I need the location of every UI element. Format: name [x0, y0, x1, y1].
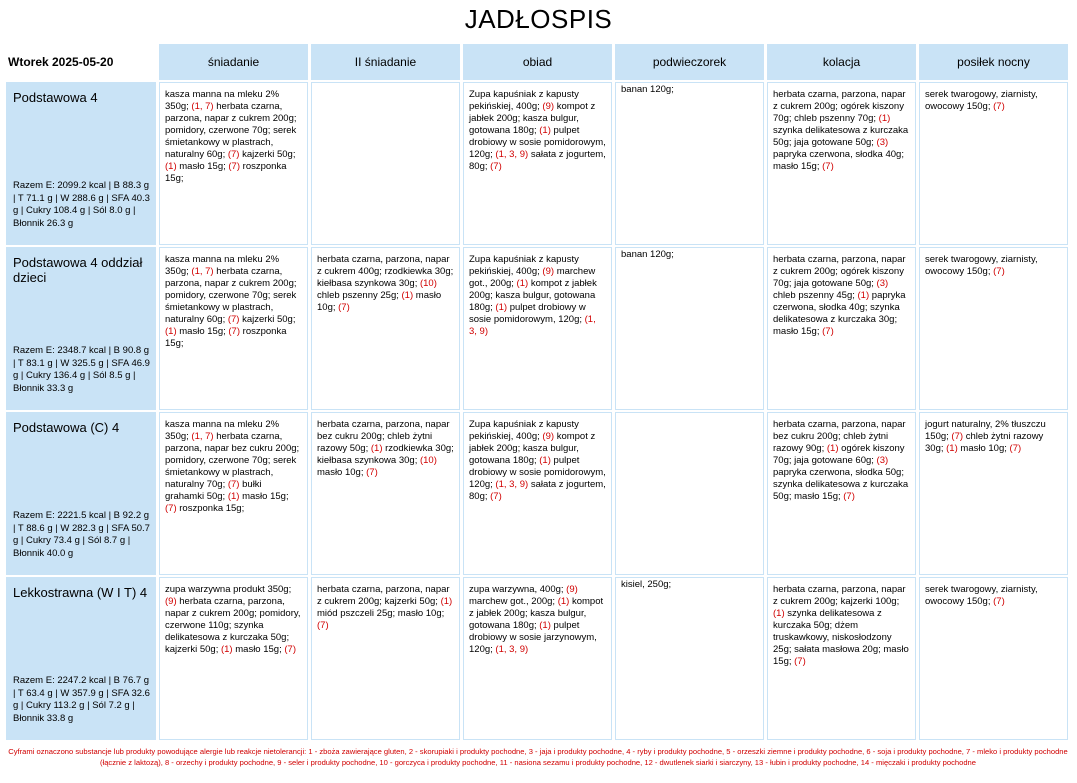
dish-text: herbata czarna, parzona, napar z cukrem 400g;	[317, 254, 450, 277]
diet-name: Podstawowa 4 oddział dzieci	[13, 255, 143, 285]
diet-row	[6, 577, 1068, 740]
dish-text: kisiel, 250g;	[621, 579, 672, 590]
dish-text: chleb żytni razowy 50g;	[317, 431, 433, 454]
dish-text: ogórek kiszony 70g;	[773, 443, 905, 466]
dish-text: serek śmietankowy w plastrach, naturalny 60g;	[165, 125, 297, 160]
allergen-codes: (3)	[876, 455, 889, 466]
allergen-codes: (9)	[566, 584, 578, 595]
meal-cell	[767, 247, 916, 410]
dish-text: bułki grahamki 50g;	[165, 479, 262, 502]
dish-text: roszponka 15g;	[165, 326, 287, 349]
dish-text: sałata z jogurtem, 80g;	[469, 479, 606, 502]
diet-cell	[6, 247, 156, 410]
allergen-codes: (7)	[338, 302, 350, 313]
diet-cell	[6, 412, 156, 575]
dish-text: kasza manna na mleku 2% 350g;	[165, 254, 280, 277]
allergen-codes: (7)	[822, 326, 834, 337]
meal-header: posiłek nocny	[919, 44, 1068, 80]
allergen-codes: (9)	[165, 596, 177, 607]
dish-text: serek twarogowy, ziarnisty, owocowy 150g;	[925, 254, 1038, 277]
meal-cell	[919, 82, 1068, 245]
meal-cell	[159, 247, 308, 410]
meal-cell	[615, 247, 764, 410]
dish-text: rzodkiewka 30g;	[384, 266, 454, 277]
dish-text: dżem truskawkowy, niskosłodzony 25g;	[773, 620, 892, 655]
dish-text: szynka delikatesowa z kurczaka 50g;	[773, 608, 882, 631]
dish-text: szynka delikatesowa z kurczaka 50g;	[773, 125, 909, 148]
dish-text: kasza manna na mleku 2% 350g;	[165, 89, 280, 112]
meal-cell	[919, 247, 1068, 410]
allergen-codes: (1)	[539, 455, 551, 466]
meal-header: podwieczorek	[615, 44, 764, 80]
allergen-codes: (10)	[419, 455, 437, 466]
meal-header: kolacja	[767, 44, 916, 80]
allergen-codes: (1, 3, 9)	[495, 149, 529, 160]
allergen-codes: (7)	[227, 314, 240, 325]
allergen-codes: (9)	[542, 101, 555, 112]
meal-cell	[463, 82, 612, 245]
dish-text: serek twarogowy, ziarnisty, owocowy 150g;	[925, 89, 1038, 112]
dish-text: Zupa kapuśniak z kapusty pekińskiej, 400g;	[469, 419, 579, 442]
allergen-codes: (1)	[557, 596, 570, 607]
date-label: Wtorek 2025-05-20	[8, 55, 114, 69]
meal-header: obiad	[463, 44, 612, 80]
meal-header: śniadanie	[159, 44, 308, 80]
allergen-codes: (7)	[951, 431, 964, 442]
diet-name: Podstawowa 4	[13, 90, 98, 105]
dish-text: masło 15g;	[794, 491, 841, 502]
dish-text: rzodkiewka 30g;	[385, 443, 454, 454]
allergen-codes: (1)	[165, 326, 177, 337]
dish-text: herbata czarna, parzona, napar z cukrem 200g;	[165, 266, 297, 289]
dish-text: kajzerki 50g;	[384, 596, 438, 607]
dish-text: kajzerki 50g;	[242, 149, 296, 160]
dish-text: papryka czerwona, słodka 40g;	[773, 290, 906, 313]
dish-text: marchew got., 200g;	[469, 266, 596, 289]
allergen-codes: (1, 3, 9)	[495, 479, 529, 490]
allergen-codes: (1)	[539, 125, 551, 136]
meal-cell	[767, 82, 916, 245]
dish-text: roszponka 15g;	[165, 161, 287, 184]
allergen-codes: (7)	[794, 656, 806, 667]
meal-cell	[311, 247, 460, 410]
allergen-codes: (7)	[317, 620, 329, 631]
dish-text: kasza bulgur, gotowana 180g;	[469, 608, 587, 631]
allergen-codes: (9)	[542, 431, 555, 442]
dish-text: pulpet drobiowy w sosie jarzynowym, 120g;	[469, 620, 597, 655]
dish-text: herbata czarna, parzona, napar bez cukru 200g;	[165, 431, 300, 454]
meal-cell	[615, 82, 764, 245]
dish-text: chleb pszenny 45g;	[773, 290, 855, 301]
dish-text: kasza bulgur, gotowana 180g;	[469, 113, 579, 136]
nutrition-summary: Razem E: 2247.2 kcal | B 76.7 g | T 63.4 g | W 357.9 g | SFA 32.6 g | Cukry 113.2 g | Sól 7.2 g | Błonnik 33.8 g	[13, 675, 150, 724]
allergen-codes: (1)	[539, 620, 551, 631]
allergen-codes: (1, 3, 9)	[495, 644, 529, 655]
meal-cell	[311, 82, 460, 245]
meal-cell	[159, 412, 308, 575]
dish-text: masło 10g;	[397, 608, 445, 619]
dish-text: kasza bulgur, gotowana 180g;	[469, 443, 579, 466]
diet-name: Podstawowa (C) 4	[13, 420, 120, 435]
diet-row	[6, 247, 1068, 410]
dish-text: pulpet drobiowy w sosie pomidorowym, 120g;	[469, 302, 586, 325]
dish-text: kasza bulgur, gotowana 180g;	[469, 290, 596, 313]
allergen-codes: (7)	[993, 266, 1005, 277]
allergen-codes: (7)	[993, 101, 1005, 112]
dish-text: pomidory, czerwone 70g;	[165, 290, 271, 301]
dish-text: papryka czerwona, słodka 40g;	[773, 149, 904, 160]
dish-text: marchew got., 200g;	[469, 596, 556, 607]
allergen-codes: (7)	[165, 503, 177, 514]
allergen-codes: (7)	[284, 644, 296, 655]
allergen-codes: (7)	[993, 596, 1005, 607]
dish-text: sałata z jogurtem, 80g;	[469, 149, 606, 172]
dish-text: serek śmietankowy w plastrach, naturalny 70g;	[165, 455, 297, 490]
meal-header-row	[6, 44, 1068, 80]
dish-text: chleb żytni razowy 30g;	[925, 431, 1044, 454]
dish-text: jaja gotowane 50g;	[794, 278, 874, 289]
dish-text: herbata czarna, parzona, napar z cukrem 200g;	[773, 89, 906, 112]
allergen-codes: (1)	[227, 491, 240, 502]
dish-text: kompot z jabłek 200g;	[469, 596, 604, 619]
diet-row	[6, 82, 1068, 245]
dish-text: roszponka 15g;	[179, 503, 245, 514]
dish-text: zupa warzywna, 400g;	[469, 584, 564, 595]
dish-text: banan 120g;	[621, 84, 674, 95]
dish-text: miód pszczeli 25g;	[317, 608, 396, 619]
allergen-codes: (7)	[228, 161, 241, 172]
dish-text: ogórek kiszony 70g;	[773, 266, 904, 289]
dish-text: kajzerki 50g;	[242, 314, 296, 325]
dish-text: kasza manna na mleku 2% 350g;	[165, 419, 280, 442]
allergen-codes: (1, 7)	[191, 101, 214, 112]
nutrition-summary: Razem E: 2221.5 kcal | B 92.2 g | T 88.6 g | W 282.3 g | SFA 50.7 g | Cukry 73.4 g | Sól 8.7 g | Błonnik 40.0 g	[13, 510, 150, 559]
allergen-codes: (1)	[773, 608, 785, 619]
dish-text: masło 15g;	[773, 644, 909, 667]
allergen-codes: (1)	[370, 443, 383, 454]
meal-cell	[615, 577, 764, 740]
dish-text: masło 15g;	[235, 644, 282, 655]
dish-text: masło 10g;	[960, 443, 1007, 454]
dish-text: banan 120g;	[621, 249, 674, 260]
dish-text: chleb pszenny 70g;	[794, 113, 877, 124]
nutrition-summary: Razem E: 2348.7 kcal | B 90.8 g | T 83.1 g | W 325.5 g | SFA 46.9 g | Cukry 136.4 g | Sól 8.5 g | Błonnik 33.3 g	[13, 345, 150, 394]
dish-text: masło 10g;	[317, 467, 364, 478]
dish-text: masło 15g;	[179, 326, 226, 337]
dish-text: kiełbasa szynkowa 30g;	[317, 455, 418, 466]
dish-text: kompot z jabłek 200g;	[469, 101, 596, 124]
dish-text: kajzerki 50g;	[165, 644, 219, 655]
meal-cell	[311, 412, 460, 575]
allergen-codes: (7)	[490, 161, 502, 172]
dish-text: pulpet drobiowy w sosie pomidorowym, 120g;	[469, 455, 606, 490]
dish-text: kajzerki 100g;	[840, 596, 900, 607]
dish-text: herbata czarna, parzona, napar z cukrem 200g;	[165, 596, 285, 619]
dish-text: ogórek kiszony 70g;	[773, 101, 904, 124]
dish-text: kompot z jabłek 200g;	[469, 278, 597, 301]
meal-cell	[159, 577, 308, 740]
meal-cell	[159, 82, 308, 245]
meal-cell	[463, 577, 612, 740]
dish-text: Zupa kapuśniak z kapusty pekińskiej, 400g;	[469, 254, 579, 277]
allergen-codes: (1)	[165, 161, 177, 172]
allergen-codes: (1)	[516, 278, 529, 289]
meal-cell	[919, 412, 1068, 575]
dish-text: herbata czarna, parzona, napar z cukrem 200g;	[773, 254, 906, 277]
dish-text: masło 15g;	[242, 491, 289, 502]
dish-text: Zupa kapuśniak z kapusty pekińskiej, 400g;	[469, 89, 579, 112]
dish-text: herbata czarna, parzona, napar bez cukru 200g;	[317, 419, 450, 442]
diet-cell	[6, 577, 156, 740]
allergen-codes: (7)	[366, 467, 378, 478]
menu-body	[6, 82, 1068, 740]
dish-text: pomidory, czerwone 70g;	[165, 125, 271, 136]
allergen-codes: (7)	[822, 161, 834, 172]
allergen-codes: (7)	[490, 491, 502, 502]
dish-text: papryka czerwona, słodka 50g;	[773, 467, 904, 478]
dish-text: herbata czarna, parzona, napar z cukrem 200g;	[165, 101, 297, 124]
dish-text: szynka delikatesowa z kurczaka 50g;	[773, 479, 909, 502]
allergen-codes: (7)	[227, 149, 240, 160]
dish-text: masło 10g;	[317, 290, 442, 313]
meal-cell	[463, 412, 612, 575]
allergen-codes: (3)	[876, 137, 889, 148]
dish-text: serek śmietankowy w plastrach, naturalny 60g;	[165, 290, 297, 325]
allergen-legend: Cyframi oznaczono substancje lub produkty powodujące alergie lub reakcje nietolerancji: 1 - zboża zawierające gluten, 2 - skorupiaki i produkty pochodne, 3 - jaja i produkty pochodne, 4 - ryby i produkty pochodne, 5 - orzeszki ziemne i produkty pochodne, 6 - soja i produkty pochodne, 7 - mleko i produkty pochodne (łącznie z laktozą), 8 - orzechy i produkty pochodne, 9 - seler i produkty pochodne, 10 - gorczyca i produkty pochodne, 11 - nasiona sezamu i produkty pochodne, 12 - dwutlenek siarki i siarczyny, 13 - łubin i produkty pochodne, 14 - mięczaki i produkty pochodne	[8, 747, 1068, 767]
dish-text: jaja gotowane 60g;	[794, 455, 874, 466]
dish-text: pomidory, czerwone 70g;	[165, 455, 271, 466]
dish-text: sałata masłowa 20g;	[794, 644, 881, 655]
allergen-codes: (1)	[220, 644, 233, 655]
allergen-codes: (10)	[419, 278, 437, 289]
dish-text: chleb pszenny 25g;	[317, 290, 399, 301]
dish-text: pomidory, czerwone 110g;	[165, 608, 301, 631]
allergen-codes: (7)	[228, 326, 241, 337]
dish-text: masło 15g;	[773, 326, 820, 337]
allergen-codes: (7)	[843, 491, 855, 502]
menu-table	[3, 44, 1071, 740]
meal-cell	[615, 412, 764, 575]
meal-cell	[463, 247, 612, 410]
meal-header: II śniadanie	[311, 44, 460, 80]
nutrition-summary: Razem E: 2099.2 kcal | B 88.3 g | T 71.1 g | W 288.6 g | SFA 40.3 g | Cukry 108.4 g | Sól 8.0 g | Błonnik 26.3 g	[13, 180, 150, 229]
allergen-codes: (1)	[878, 113, 891, 124]
meal-cell	[767, 412, 916, 575]
allergen-codes: (9)	[542, 266, 555, 277]
dish-text: herbata czarna, parzona, napar z cukrem 200g;	[773, 584, 906, 607]
dish-text: jogurt naturalny, 2% tłuszczu 150g;	[925, 419, 1046, 442]
dish-text: szynka delikatesowa z kurczaka 30g;	[773, 302, 900, 325]
dish-text: szynka delikatesowa z kurczaka 50g;	[165, 620, 290, 643]
diet-row	[6, 412, 1068, 575]
allergen-codes: (1, 7)	[191, 266, 214, 277]
dish-text: pulpet drobiowy w sosie pomidorowym, 120g;	[469, 125, 606, 160]
dish-text: masło 15g;	[773, 161, 820, 172]
allergen-codes: (7)	[1009, 443, 1022, 454]
diet-cell	[6, 82, 156, 245]
dish-text: serek twarogowy, ziarnisty, owocowy 150g;	[925, 584, 1038, 607]
dish-text: kompot z jabłek 200g;	[469, 431, 596, 454]
dish-text: zupa warzywna produkt 350g;	[165, 584, 292, 595]
meal-cell	[919, 577, 1068, 740]
dish-text: jaja gotowane 50g;	[794, 137, 874, 148]
dish-text: herbata czarna, parzona, napar bez cukru 200g;	[773, 419, 906, 442]
allergen-codes: (7)	[227, 479, 240, 490]
allergen-codes: (1)	[495, 302, 508, 313]
dish-text: herbata czarna, parzona, napar z cukrem 200g;	[317, 584, 450, 607]
dish-text: chleb żytni razowy 90g;	[773, 431, 889, 454]
dish-text: masło 15g;	[179, 161, 226, 172]
allergen-codes: (1)	[401, 290, 414, 301]
allergen-codes: (1, 7)	[191, 431, 214, 442]
dish-text: kiełbasa szynkowa 30g;	[317, 278, 418, 289]
allergen-codes: (1)	[826, 443, 839, 454]
meal-cell	[311, 577, 460, 740]
page-title: JADŁOSPIS	[464, 4, 613, 34]
allergen-codes: (3)	[876, 278, 889, 289]
meal-cell	[767, 577, 916, 740]
diet-name: Lekkostrawna (W I T) 4	[13, 585, 148, 600]
allergen-codes: (1)	[440, 596, 453, 607]
allergen-codes: (1)	[857, 290, 870, 301]
allergen-codes: (1, 3, 9)	[469, 314, 596, 337]
allergen-codes: (1)	[946, 443, 958, 454]
